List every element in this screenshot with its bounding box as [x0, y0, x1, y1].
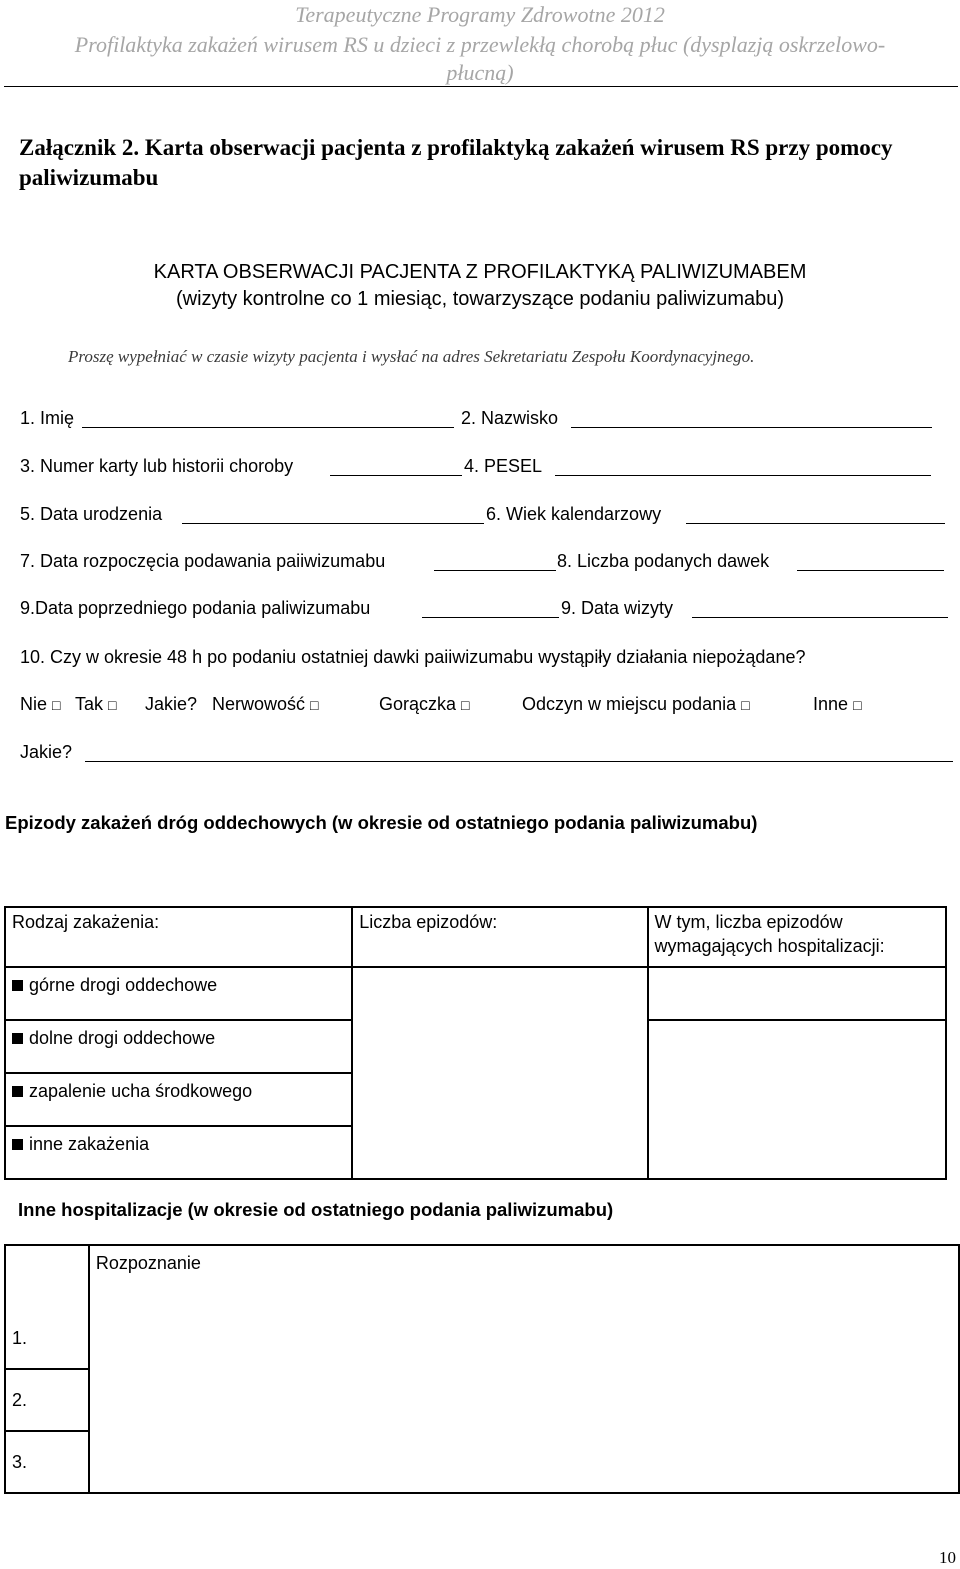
dose-count-line[interactable] [797, 570, 944, 571]
option-nerwowosc[interactable] [212, 693, 319, 716]
hosp-diagnosis-cell[interactable] [89, 1369, 959, 1431]
episodes-header-row [5, 907, 946, 967]
annex-title: Załącznik 2. Karta obserwacji pacjenta z profilaktyką zakażeń wirusem RS przy pomocy paliwizumabu [19, 135, 893, 190]
field-label-record-number: 3. Numer karty lub historii choroby [20, 456, 294, 476]
option-jakie-label: Jakie? [145, 694, 198, 714]
checkbox-nie[interactable]: □ [52, 697, 61, 713]
other-effects-label: Jakie? [20, 742, 73, 762]
bullet-square-icon [12, 1139, 23, 1150]
option-nie[interactable] [20, 693, 61, 716]
other-effects-line[interactable] [85, 761, 953, 762]
option-inne-label: Inne [813, 694, 849, 714]
running-header-line2: Profilaktyka zakażeń wirusem RS u dzieci z przewlekłą chorobą płuc (dysplazją oskrzelowo- [74, 32, 886, 57]
field-label-pesel: 4. PESEL [464, 456, 543, 476]
card-title-line2: (wizyty kontrolne co 1 miesiąc, towarzyszące podaniu paliwizumabu) [175, 288, 785, 310]
field-label-start-date: 7. Data rozpoczęcia podawania paiiwizumabu [20, 551, 386, 571]
option-tak[interactable] [75, 693, 117, 716]
question-adverse-effects: 10. Czy w okresie 48 h po podaniu ostatniej dawki paiiwizumabu wystąpiły działania niepożądane? [20, 647, 806, 667]
header-hospitalized-count: W tym, liczba epizodów wymagających hospitalizacji: [648, 907, 946, 967]
hospitalizations-section-title: Inne hospitalizacje (w okresie od ostatniego podania paliwizumabu) [18, 1199, 614, 1220]
birth-date-line[interactable] [182, 523, 484, 524]
previous-dose-date-line[interactable] [422, 617, 559, 618]
row-label-ear: zapalenie ucha środkowego [5, 1073, 352, 1126]
cell-lower-hosp[interactable] [648, 1020, 946, 1179]
header-episode-count: Liczba epizodów: [352, 907, 647, 967]
running-header-line1: Terapeutyczne Programy Zdrowotne 2012 [295, 2, 665, 27]
field-label-last-name: 2. Nazwisko [461, 408, 559, 428]
field-label-age: 6. Wiek kalendarzowy [486, 504, 662, 524]
hosp-diagnosis-header: Rozpoznanie [89, 1245, 959, 1307]
card-title-line1: KARTA OBSERWACJI PACJENTA Z PROFILAKTYKĄ PALIWIZUMABEM [153, 261, 807, 283]
field-label-first-name: 1. Imię [20, 408, 75, 428]
episodes-table [4, 906, 947, 1180]
hosp-diagnosis-cell[interactable] [89, 1431, 959, 1493]
bullet-square-icon [12, 1086, 23, 1097]
episodes-section-title: Epizody zakażeń dróg oddechowych (w okresie od ostatniego podania paliwizumabu) [5, 812, 758, 833]
row-label-lower: dolne drogi oddechowe [5, 1020, 352, 1073]
table-row [5, 1431, 959, 1493]
cell-upper-hosp[interactable] [648, 967, 946, 1020]
table-row [5, 967, 946, 1020]
option-nerwowosc-label: Nerwowość [212, 694, 306, 714]
cell-upper-count[interactable] [352, 967, 647, 1179]
field-label-birth-date: 5. Data urodzenia [20, 504, 163, 524]
option-goraczka[interactable] [379, 693, 470, 716]
instruction-text: Proszę wypełniać w czasie wizyty pacjenta i wysłać na adres Sekretariatu Zespołu Koordynacyjnego. [68, 347, 755, 366]
option-odczyn-label: Odczyn w miejscu podania [522, 694, 737, 714]
hosp-row-number: 3. [5, 1431, 89, 1493]
checkbox-odczyn[interactable]: □ [741, 697, 750, 713]
field-label-previous-dose-date: 9.Data poprzedniego podania paliwizumabu [20, 598, 371, 618]
option-inne[interactable] [813, 693, 862, 716]
first-name-line[interactable] [82, 427, 454, 428]
checkbox-inne[interactable]: □ [853, 697, 862, 713]
hospitalizations-table [4, 1244, 960, 1494]
table-row [5, 1369, 959, 1431]
pesel-line[interactable] [555, 475, 931, 476]
checkbox-nerwowosc[interactable]: □ [310, 697, 319, 713]
bullet-square-icon [12, 980, 23, 991]
age-line[interactable] [686, 523, 945, 524]
checkbox-tak[interactable]: □ [108, 697, 117, 713]
row-label-upper: górne drogi oddechowe [5, 967, 352, 1020]
last-name-line[interactable] [571, 427, 932, 428]
hosp-row-number: 2. [5, 1369, 89, 1431]
option-goraczka-label: Gorączka [379, 694, 457, 714]
page-number: 10 [939, 1548, 956, 1567]
checkbox-goraczka[interactable]: □ [461, 697, 470, 713]
header-divider [4, 86, 958, 87]
field-label-visit-date: 9. Data wizyty [561, 598, 674, 618]
running-header-line3: płucną) [446, 60, 514, 85]
option-nie-label: Nie [20, 694, 48, 714]
option-tak-label: Tak [75, 694, 104, 714]
hosp-diagnosis-cell[interactable] [89, 1307, 959, 1369]
hosp-row-number: 1. [5, 1307, 89, 1369]
field-label-dose-count: 8. Liczba podanych dawek [557, 551, 770, 571]
hosp-number-header [5, 1245, 89, 1307]
table-row [5, 1307, 959, 1369]
option-odczyn[interactable] [522, 693, 750, 716]
row-label-other: inne zakażenia [5, 1126, 352, 1179]
header-infection-type: Rodzaj zakażenia: [5, 907, 352, 967]
table-row [5, 1245, 959, 1307]
start-date-line[interactable] [434, 570, 556, 571]
record-number-line[interactable] [330, 475, 462, 476]
bullet-square-icon [12, 1033, 23, 1044]
visit-date-line[interactable] [692, 617, 948, 618]
